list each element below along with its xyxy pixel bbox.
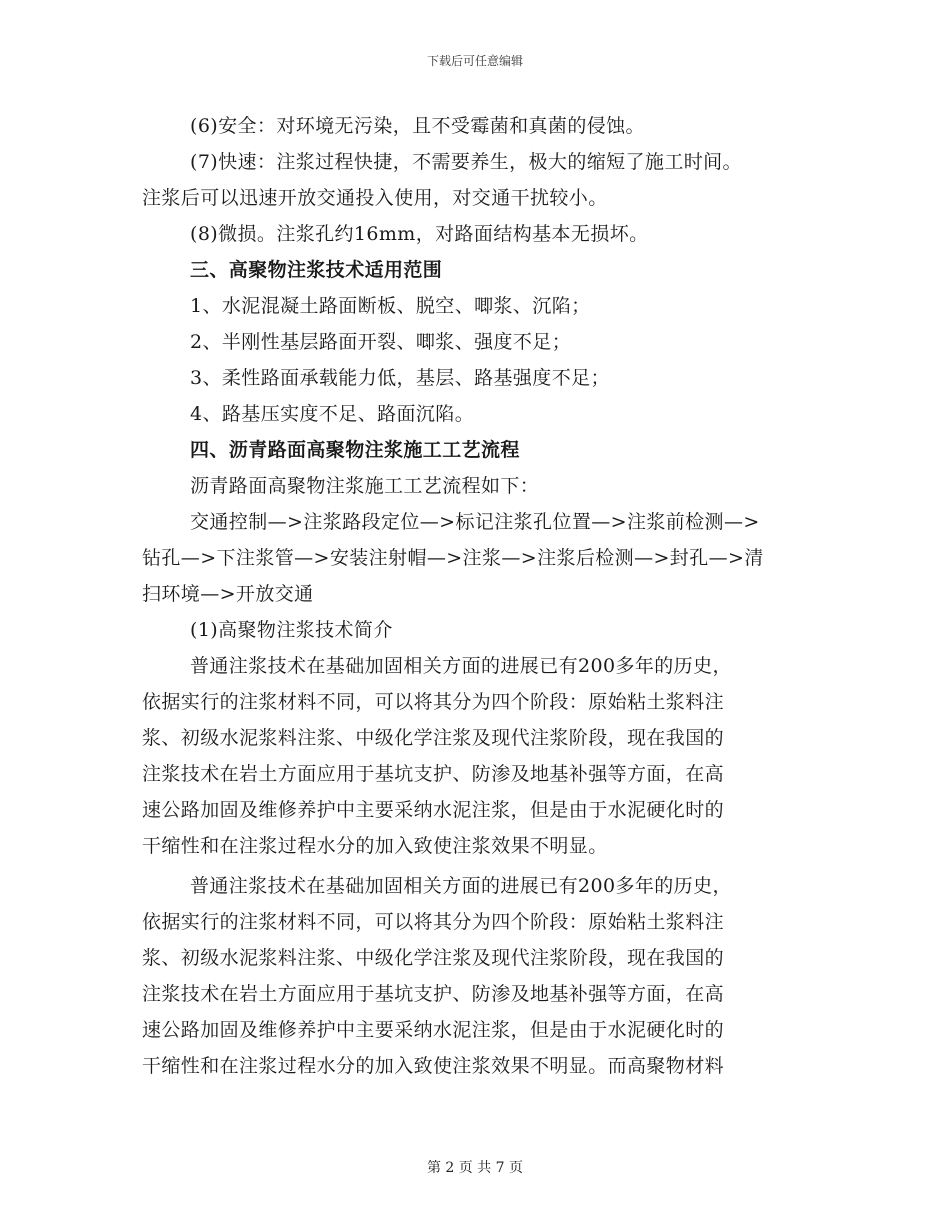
document-body <box>142 108 804 1084</box>
list-item: 2、半刚性基层路面开裂、唧浆、强度不足； <box>190 331 572 353</box>
paragraph-line: 浆、初级水泥浆料注浆、中级化学注浆及现代注浆阶段，现在我国的 <box>142 727 725 749</box>
paragraph-line: (6)安全：对环境无污染，且不受霉菌和真菌的侵蚀。 <box>190 115 645 137</box>
paragraph-line: 注浆技术在岩土方面应用于基坑支护、防渗及地基补强等方面，在高 <box>142 763 725 785</box>
paragraph-line: 注浆技术在岩土方面应用于基坑支护、防渗及地基补强等方面，在高 <box>142 983 725 1005</box>
header-note: 下载后可任意编辑 <box>426 54 523 68</box>
paragraph-line: (8)微损。注浆孔约16mm，对路面结构基本无损坏。 <box>190 223 649 245</box>
subsection-heading: (1)高聚物注浆技术简介 <box>190 619 393 641</box>
page-number: 第 2 页 共 7 页 <box>426 1160 524 1176</box>
section-heading: 三、高聚物注浆技术适用范围 <box>190 259 443 281</box>
section-heading: 四、沥青路面高聚物注浆施工工艺流程 <box>190 439 520 461</box>
process-flow-line: 交通控制—>注浆路段定位—>标记注浆孔位置—>注浆前检测—> <box>190 511 760 533</box>
paragraph-line: 依据实行的注浆材料不同，可以将其分为四个阶段：原始粘土浆料注 <box>142 691 725 713</box>
paragraph-line: 沥青路面高聚物注浆施工工艺流程如下： <box>190 475 540 497</box>
list-item: 1、水泥混凝土路面断板、脱空、唧浆、沉陷； <box>190 295 591 317</box>
process-flow-line: 扫环境—>开放交通 <box>142 583 314 605</box>
paragraph-line: 速公路加固及维修养护中主要采纳水泥注浆，但是由于水泥硬化时的 <box>142 799 725 821</box>
list-item: 4、路基压实度不足、路面沉陷。 <box>190 403 475 425</box>
paragraph-line: 干缩性和在注浆过程水分的加入致使注浆效果不明显。而高聚物材料 <box>142 1055 725 1077</box>
process-flow-line: 钻孔—>下注浆管—>安装注射帽—>注浆—>注浆后检测—>封孔—>清 <box>142 547 764 569</box>
paragraph-line: 速公路加固及维修养护中主要采纳水泥注浆，但是由于水泥硬化时的 <box>142 1019 725 1041</box>
list-item: 3、柔性路面承载能力低，基层、路基强度不足； <box>190 367 610 389</box>
paragraph-line: 干缩性和在注浆过程水分的加入致使注浆效果不明显。 <box>142 835 608 857</box>
paragraph-line: 依据实行的注浆材料不同，可以将其分为四个阶段：原始粘土浆料注 <box>142 911 725 933</box>
paragraph-line: 普通注浆技术在基础加固相关方面的进展已有200多年的历史， <box>190 875 732 897</box>
paragraph-line: 注浆后可以迅速开放交通投入使用，对交通干扰较小。 <box>142 187 608 209</box>
paragraph-line: 普通注浆技术在基础加固相关方面的进展已有200多年的历史， <box>190 655 732 677</box>
paragraph-line: (7)快速：注浆过程快捷，不需要养生，极大的缩短了施工时间。 <box>190 151 742 173</box>
paragraph-line: 浆、初级水泥浆料注浆、中级化学注浆及现代注浆阶段，现在我国的 <box>142 947 725 969</box>
